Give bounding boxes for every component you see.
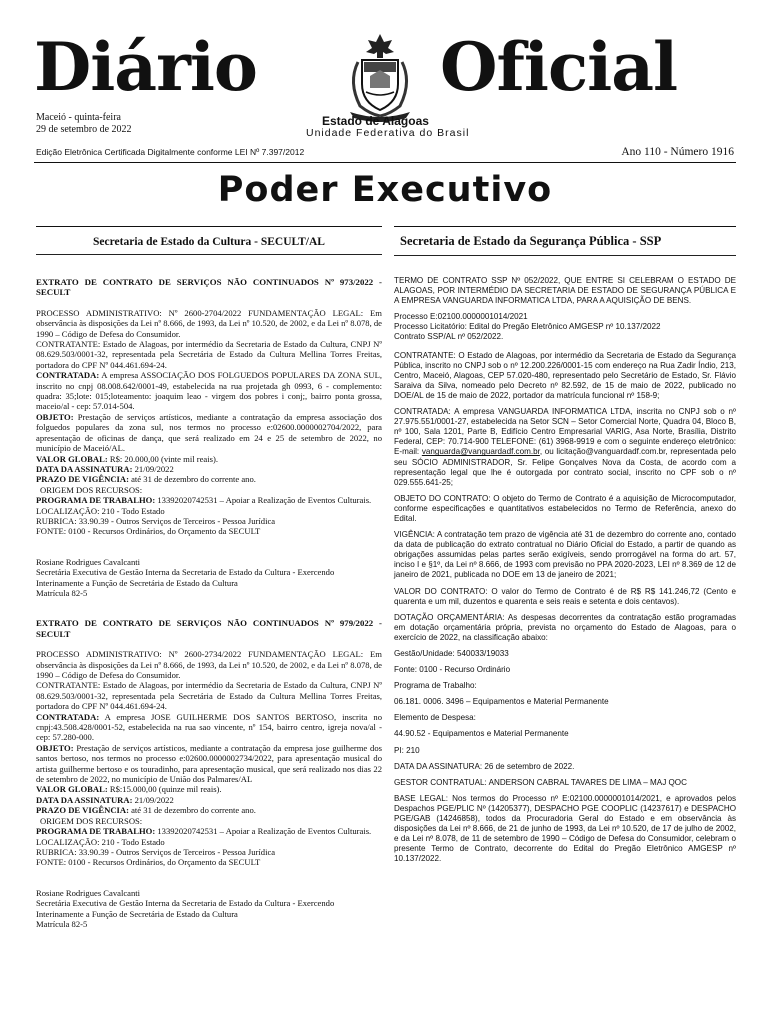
extract2-objeto: OBJETO: Prestação de serviços artísticos, mediante a contratação da empresa jose guilherme dos santos bertoso, nos termos no processo e:02600.0000002734/2022, para apresentação musical do artista guilherme bertoso e os touradinho, para apresentação musical, que será realizado nos dias 22 de setembro de 2022, no município de União dos Palmares/AL [36,742,382,785]
ssp-elemento-label: Elemento de Despesa: [394,713,476,723]
extract1-contratante: CONTRATANTE: Estado de Alagoas, por intermédio da Secretaria de Estado da Cultura, CNPJ Nº 08.629.503/0001-32, representada pela Secretária de Estado da Cultura Mellina Torres Freitas, portadora do CPF Nº 044.461.694-24. [36,339,382,370]
masthead-title-left: Diário [34,28,257,106]
ssp-contratante: CONTRATANTE: O Estado de Alagoas, por intermédio da Secretaria de Estado da Segurança Pública, inscrito no CNPJ sob o nº 12.200.226/0001-15 com endereço na Rua Zadir Índio, 213, Centro, Maceió, Alagoas, CEP 57.020-480, representado pelo Secretário de Estado, Sr. Flávio Saraiva da Silva, nomeado pelo Decreto nº 82.592, de 15 de maio de 2022, publicado no DOE/AL de 15 de maio de 2022, portador da matrícula funcional nº 158-9; [394,350,736,400]
ssp-pi: PI: 210 [394,745,420,755]
extract2-signature-matricula: Matrícula 82-5 [36,918,88,929]
masthead-date: 29 de setembro de 2022 [36,124,132,135]
extract1-signature-matricula: Matrícula 82-5 [36,587,88,598]
extract2-signature-role: Secretária Executiva de Gestão Interna da Secretaria de Estado da Cultura - Exercendo Interinamente a Função de Secretária de Estado da Cultura [36,898,335,919]
right-column [394,276,736,871]
extract2-data-label: DATA DA ASSINATURA: [36,794,133,805]
extract1-prazo-label: PRAZO DE VIGÊNCIA: [36,474,129,485]
masthead-ano: Ano 110 - Número 1916 [621,146,734,158]
ssp-gestao: Gestão/Unidade: 540033/19033 [394,649,509,658]
extract1-processo: PROCESSO ADMINISTRATIVO: Nº 2600-2704/2022 FUNDAMENTAÇÃO LEGAL: Em observância às disposições da Lei nº 8.666, de 1993, da Lei nº 10.520, de 2002, e da Lei nº 8.078, de 1990 – Código de Defesa do Consumidor. [36,307,382,339]
extract1-data: DATA DA ASSINATURA: 21/09/2022 [36,463,174,474]
extract1-origem: ORIGEM DOS RECURSOS: [40,484,143,495]
left-section-header: Secretaria de Estado da Cultura - SECULT/AL [93,236,325,248]
right-section-header: Secretaria de Estado da Segurança Pública - SSP [400,234,662,248]
extract2-rubrica: RUBRICA: 33.90.39 - Outros Serviços de Terceiros - Pessoa Jurídica [36,846,276,857]
extract2-contratada-label: CONTRATADA: [36,711,100,722]
state-coat-of-arms-icon [340,32,420,122]
extract1-prazo: PRAZO DE VIGÊNCIA: até 31 de dezembro do corrente ano. [36,474,256,485]
ssp-programa-value: 06.181. 0006. 3496 – Equipamentos e Material Permanente [394,697,609,707]
extract1-programa: PROGRAMA DE TRABALHO: 13392020742531 – Apoiar a Realização de Eventos Culturais. [36,495,372,506]
ssp-processo-licitatorio: Processo Licitatório: Edital do Pregão Eletrônico AMGESP nº 10.137/2022 [394,322,661,332]
extract2-prazo: PRAZO DE VIGÊNCIA: até 31 de dezembro do corrente ano. [36,805,256,816]
ssp-data-assinatura: DATA DA ASSINATURA: 26 de setembro de 2022. [394,761,575,771]
extract1-valor-label: VALOR GLOBAL: [36,453,108,464]
ssp-base-legal: BASE LEGAL: Nos termos do Processo nº E:02100.0000001014/2021, e aprovados pelos Despachos PGE/PLIC Nº (14205377), DESPACHO PGE COOPLIC (14237617) e DESPACHO PGE/GAB (14246858), todos da Procuradoria Geral do Estado e em observância às disposições da Lei nº 8.666, de 21 de junho de 1993, da Lei nº 10.520, de 17 de julho de 2002, e da Lei nº 8.078, de 11 de setembro de 1990 – Código de Defesa do Consumidor, celebram o presente Termo de Contrato, decorrente do Edital do Pregão Eletrônico AMGESP nº 10.137/2022. [394,793,736,864]
right-header-box [394,226,736,255]
ssp-gestor: GESTOR CONTRATUAL: ANDERSON CABRAL TAVARES DE LIMA – MAJ QOC [394,777,687,787]
extract2-title: EXTRATO DE CONTRATO DE SERVIÇOS NÃO CONTINUADOS Nº 979/2022 - SECULT [36,618,382,639]
extract2-contratada: CONTRATADA: A empresa JOSE GUILHERME DOS SANTOS BERTOSO, inscrita no cnpj:43.508.428/0001-52, estabelecida na rua sao vincente, nº 154, bairro centro, igreja nova/al - cep: 57.280-000. [36,711,382,743]
ssp-processo: Processo E:02100.0000001014/2021 [394,312,528,322]
left-header-box [36,226,382,255]
ssp-dotacao: DOTAÇÃO ORÇAMENTÁRIA: As despesas decorrentes da contratação estão programadas em dotação orçamentária própria, prevista no orçamento do Estado de Alagoas, para o exercício de 2022, na classificação abaixo: [394,612,736,642]
extract2-valor-label: VALOR GLOBAL: [36,784,108,795]
extract1-localizacao: LOCALIZAÇÃO: 210 - Todo Estado [36,505,165,516]
extract2-fonte: FONTE: 0100 - Recursos Ordinários, do Orçamento da SECULT [36,857,261,868]
ssp-fonte: Fonte: 0100 - Recurso Ordinário [394,665,511,675]
ssp-vigencia: VIGÊNCIA: A contratação tem prazo de vigência até 31 de dezembro do corrente ano, contado da data de publicação do extrato contratual no Diário Oficial do Estado, a partir de quando as obrigações assumidas pelas partes serão exigíveis, sendo prorrogável na forma do art. 57, inciso I e §1º, da Lei nº 8.666, de 1993 com previsão no PPA 2020-2023, LEI nº 8.369 de 12 de janeiro de 2021, publicada no DOE em 13 de janeiro de 2021; [394,530,736,580]
ssp-termo: TERMO DE CONTRATO SSP Nº 052/2022, QUE ENTRE SI CELEBRAM O ESTADO DE ALAGOAS, POR INTERMÉDIO DA SECRETARIA DE ESTADO DE SEGURANÇA PÚBLICA E A EMPRESA VANGUARDA INFORMATICA LTDA, PARA A AQUISIÇÃO DE BENS. [394,276,736,306]
masthead-edicao: Edição Eletrônica Certificada Digitalmente conforme LEI Nº 7.397/2012 [36,147,305,157]
extract1-signature-name: Rosiane Rodrigues Cavalcanti [36,556,141,567]
extract2-localizacao: LOCALIZAÇÃO: 210 - Todo Estado [36,836,165,847]
extract2-valor: VALOR GLOBAL: R$:15.000,00 (quinze mil reais). [36,784,222,795]
extract1-fonte: FONTE: 0100 - Recursos Ordinários, do Orçamento da SECULT [36,526,261,537]
right-header-underline [394,255,736,256]
extract1-valor: VALOR GLOBAL: R$: 20.000,00 (vinte mil reais). [36,453,218,464]
extract2-origem: ORIGEM DOS RECURSOS: [40,815,143,826]
ssp-programa-label: Programa de Trabalho: [394,681,477,691]
extract2-programa: PROGRAMA DE TRABALHO: 13392020742531 – Apoiar a Realização de Eventos Culturais. [36,826,372,837]
masthead-unidade: Unidade Federativa do Brasil [306,127,470,139]
extract2-programa-label: PROGRAMA DE TRABALHO: [36,826,156,837]
extract2-prazo-label: PRAZO DE VIGÊNCIA: [36,805,129,816]
extract1-objeto: OBJETO: Prestação de serviços artísticos, mediante a contratação da empresa associação dos folguedos populares da zona sul, nos termos no processo e:02600.0000002704/2022, para apresentação de oficinas de dança, que será realizado em 24 e 25 de setembro de 2022, no município de Maceió/AL. [36,411,382,454]
ssp-email-link[interactable]: vanguarda@vanguardadf.com.br [421,447,540,457]
ssp-valor: VALOR DO CONTRATO: O valor do Termo de Contrato é de R$ R$ 141.246,72 (Cento e quarenta e um mil, duzentos e quarenta e seis reais e setenta e dois centavos). [394,586,736,606]
extract1-programa-label: PROGRAMA DE TRABALHO: [36,495,156,506]
masthead-estado: Estado de Alagoas [322,114,429,128]
ssp-elemento-value: 44.90.52 - Equipamentos e Material Permanente [394,729,569,739]
extract1-signature-role: Secretária Executiva de Gestão Interna da Secretaria de Estado da Cultura - Exercendo Interinamente a Função de Secretária de Estado da Cultura [36,567,335,588]
extract2-data: DATA DA ASSINATURA: 21/09/2022 [36,794,174,805]
extract1-contratada-label: CONTRATADA: [36,370,100,381]
masthead-title-right: Oficial [440,28,678,106]
ssp-contrato-numero: Contrato SSP/AL nº 052/2022. [394,332,504,342]
left-header-underline [36,254,382,255]
extract2-objeto-label: OBJETO: [36,742,74,753]
extract1-title: EXTRATO DE CONTRATO DE SERVIÇOS NÃO CONTINUADOS Nº 973/2022 - SECULT [36,277,382,298]
extract1-rubrica: RUBRICA: 33.90.39 - Outros Serviços de Terceiros - Pessoa Jurídica [36,515,276,526]
left-column [36,277,382,929]
extract2-contratante: CONTRATANTE: Estado de Alagoas, por intermédio da Secretaria de Estado da Cultura, CNPJ Nº 08.629.503/0001-32, representada pela Secretária de Estado da Cultura Mellina Torres Freitas, portadora do CPF Nº 044.461.694-24. [36,680,382,712]
masthead-city-day: Maceió - quinta-feira [36,112,121,123]
extract1-objeto-label: OBJETO: [36,411,74,422]
section-title: Poder Executivo [217,170,553,210]
extract2-processo: PROCESSO ADMINISTRATIVO: Nº 2600-2734/2022 FUNDAMENTAÇÃO LEGAL: Em observância às disposições da Lei nº 8.666, de 1993, da Lei nº 10.520, de 2002, e da Lei nº 8.078, de 1990 – Código de Defesa do Consumidor. [36,649,382,680]
extract1-data-label: DATA DA ASSINATURA: [36,463,133,474]
extract1-contratada: CONTRATADA: A empresa ASSOCIAÇÃO DOS FOLGUEDOS POPULARES DA ZONA SUL, inscrito no cnpj 08.008.642/0001-49, estabelecida na rua projetada gh 0993, 6 - complemento: quadra: 35;lote: 015;loteamento: joaquim leao - virgem dos pobres i conj;, bairro ponta grossa, maceio/al - cep: 57.014-504. [36,370,382,412]
ssp-objeto: OBJETO DO CONTRATO: O objeto do Termo de Contrato é a aquisição de Microcomputador, conforme especificações e quantitativos estabelecidos no Termo de Referência, anexo do Edital. [394,493,736,523]
ssp-contratada: CONTRATADA: A empresa VANGUARDA INFORMATICA LTDA, inscrita no CNPJ sob o nº 27.975.551/0001-27, estabelecida na Setor SCN – Setor Comercial Norte, Quadra 04, Bloco B, nº 100, Sala 1201, Parte B, Edifício Centro Empresarial VARIG, Asa Norte, Brasília, Distrito Federal, CEP: 70.714-900 TELEFONE: (61) 3968-9919 e com o seguinte endereço eletrônico: E-mail: vanguarda@vanguardadf.com.br, ou licitação@vanguardadf.com.br, representada pelo seu SÓCIO ADMINISTRADOR, Sr. Felipe Gonçalves Nova da Costa, de acordo com a representação legal que lhe é outorgada por contrato social, inscrito no CPF sob o nº 029.555.641-25; [394,407,736,487]
masthead-divider [34,162,736,163]
extract2-signature-name: Rosiane Rodrigues Cavalcanti [36,887,141,898]
